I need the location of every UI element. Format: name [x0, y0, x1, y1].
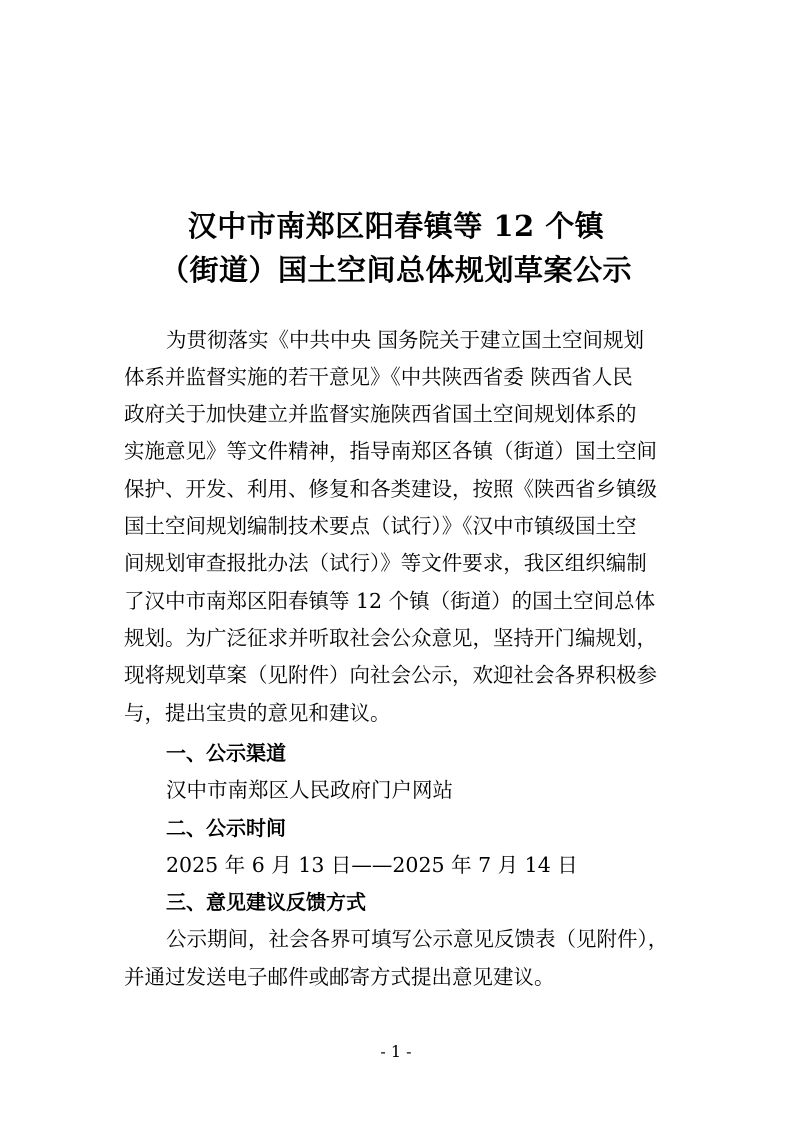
document-title-line-2: （街道）国土空间总体规划草案公示 [159, 253, 632, 287]
intro-line-2: 体系并监督实施的若干意见》《中共陕西省委 陕西省人民 [124, 365, 633, 389]
page-number: - 1 - [380, 1042, 412, 1061]
intro-line-4: 实施意见》等文件精神，指导南郑区各镇（街道）国土空间 [124, 439, 657, 463]
intro-line-3: 政府关于加快建立并监督实施陕西省国土空间规划体系的 [124, 402, 637, 426]
intro-line-5: 保护、开发、利用、修复和各类建设，按照《陕西省乡镇级 [124, 477, 657, 501]
section-3-line-2: 并通过发送电子邮件或邮寄方式提出意见建议。 [124, 965, 555, 989]
intro-line-10: 现将规划草案（见附件）向社会公示，欢迎社会各界积极参 [124, 663, 657, 687]
intro-line-9: 规划。为广泛征求并听取社会公众意见，坚持开门编规划， [124, 626, 657, 650]
section-2-text: 2025 年 6 月 13 日——2025 年 7 月 14 日 [166, 853, 578, 877]
document-title-line-1: 汉中市南郑区阳春镇等 12 个镇 [187, 209, 605, 243]
intro-line-1: 为贯彻落实《中共中央 国务院关于建立国土空间规划 [166, 328, 645, 352]
section-3-line-1: 公示期间，社会各界可填写公示意见反馈表（见附件）， [166, 927, 669, 951]
section-1-heading: 一、公示渠道 [166, 741, 286, 765]
section-2-heading: 二、公示时间 [166, 816, 286, 840]
intro-line-7: 间规划审查报批办法（试行）》等文件要求，我区组织编制 [124, 551, 647, 575]
intro-line-6: 国土空间规划编制技术要点（试行）》《汉中市镇级国土空 [124, 514, 637, 538]
intro-line-11: 与，提出宝贵的意见和建议。 [124, 701, 391, 725]
intro-line-8: 了汉中市南郑区阳春镇等 12 个镇（街道）的国土空间总体 [124, 589, 656, 613]
section-1-text: 汉中市南郑区人民政府门户网站 [166, 778, 453, 802]
section-3-heading: 三、意见建议反馈方式 [166, 890, 366, 914]
